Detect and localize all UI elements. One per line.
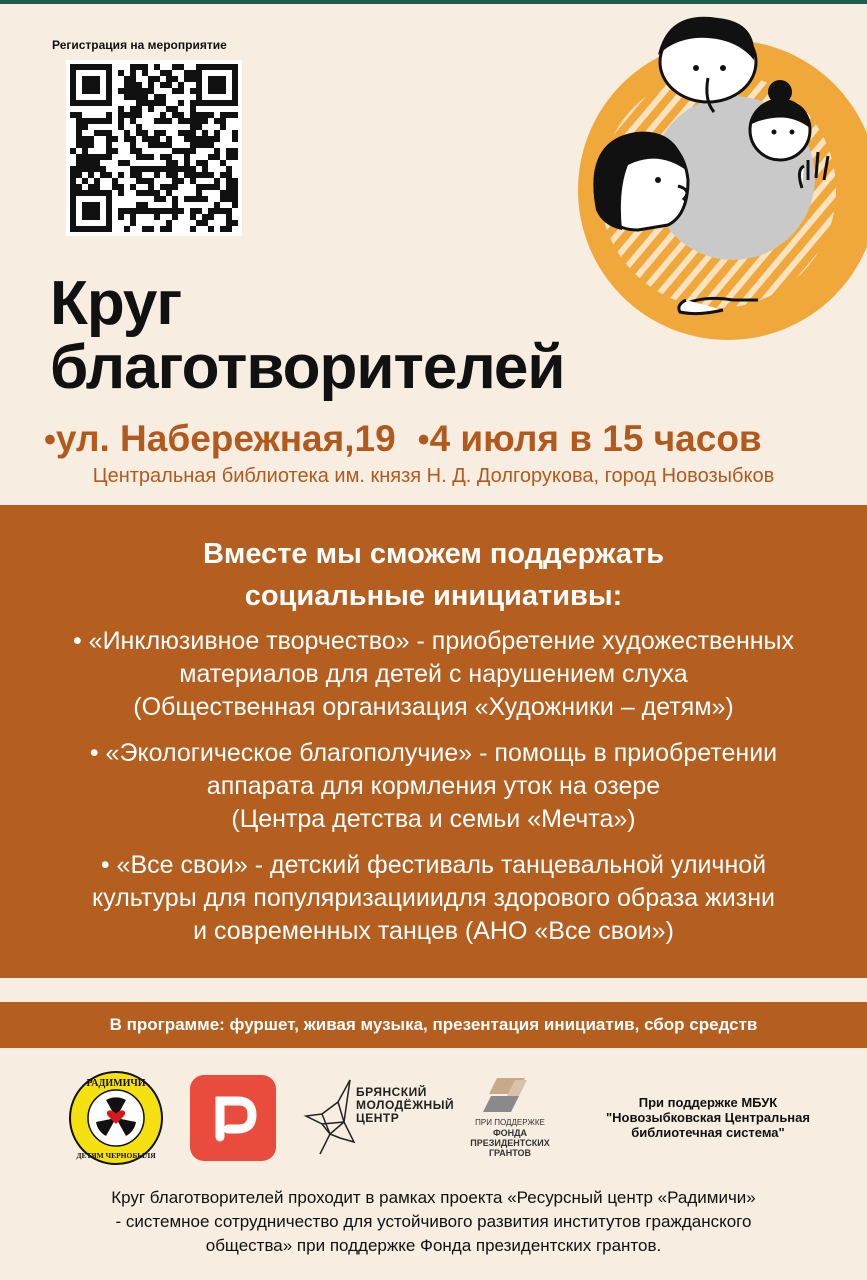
address-datetime-line xyxy=(44,418,844,460)
radimichi-logo xyxy=(68,1070,164,1166)
fpg-mark-icon xyxy=(455,1072,565,1116)
bmc-line: БРЯНСКИЙ xyxy=(356,1085,427,1099)
svg-text:ДЕТЯМ ЧЕРНОБЫЛЯ: ДЕТЯМ ЧЕРНОБЫЛЯ xyxy=(76,1151,156,1160)
registration-label: Регистрация на мероприятие xyxy=(52,38,227,52)
initiative-line: (Общественная организация «Художники – детям») xyxy=(133,693,734,721)
title-line-1: Круг xyxy=(50,269,182,338)
woman-face xyxy=(593,132,688,230)
support-line: При поддержке МБУК xyxy=(638,1095,778,1110)
initiative-item xyxy=(0,625,867,724)
event-datetime: 4 июля в 15 часов xyxy=(429,418,762,459)
support-line: "Новозыбковская Центральная xyxy=(606,1110,810,1125)
library-support-text xyxy=(578,1095,838,1140)
fpg-main-label xyxy=(455,1128,565,1158)
bullet-icon: • xyxy=(44,421,56,459)
initiative-line: материалов для детей с нарушением слуха xyxy=(179,660,688,688)
support-line: библиотечная система" xyxy=(631,1125,785,1140)
fpg-sub-label: ПРИ ПОДДЕРЖКЕ xyxy=(475,1118,545,1127)
svg-text:РАДИМИЧИ: РАДИМИЧИ xyxy=(86,1078,146,1089)
registration-qr-code[interactable] xyxy=(66,60,242,236)
initiative-line: • «Все свои» - детский фестиваль танцевальной уличной xyxy=(100,851,767,879)
bmc-text xyxy=(356,1086,454,1125)
initiative-line: (Центра детства и семьи «Мечта») xyxy=(231,805,636,833)
footer-line: общества» при поддержке Фонда президентских грантов. xyxy=(205,1236,662,1255)
presidential-grants-fund-logo xyxy=(455,1072,565,1167)
initiative-line: и современных танцев (АНО «Все свои») xyxy=(193,917,674,945)
bmc-line: ЦЕНТР xyxy=(356,1111,400,1125)
footer-line: - системное сотрудничество для устойчивого развития институтов гражданского xyxy=(115,1212,752,1231)
program-ribbon: В программе: фуршет, живая музыка, презентация инициатив, сбор средств xyxy=(0,1002,867,1048)
bmc-line: МОЛОДЁЖНЫЙ xyxy=(356,1098,455,1112)
initiative-item xyxy=(0,737,867,836)
fpg-line: ФОНДА xyxy=(492,1128,528,1138)
initiative-line: аппарата для кормления уток на озере xyxy=(206,772,661,800)
fpg-line: ПРЕЗИДЕНТСКИХ xyxy=(470,1138,550,1148)
footer-line: Круг благотворителей проходит в рамках проекта «Ресурсный центр «Радимичи» xyxy=(111,1188,756,1207)
fpg-line: ГРАНТОВ xyxy=(488,1148,532,1158)
initiative-line: культуры для популяризацииидля здорового образа жизни xyxy=(92,884,775,912)
title-line-2: благотворителей xyxy=(50,333,565,402)
bullet-icon: • xyxy=(417,421,430,459)
bird-mark-icon xyxy=(300,1072,360,1162)
footer-note xyxy=(0,1186,867,1258)
initiative-item xyxy=(0,849,867,948)
event-title xyxy=(50,269,565,402)
initiatives-panel xyxy=(0,505,867,978)
event-address: ул. Набережная,19 xyxy=(55,418,396,459)
venue-text: Центральная библиотека им. князя Н. Д. Долгорукова, город Новозыбков xyxy=(92,465,775,487)
rb-app-logo xyxy=(190,1075,276,1161)
initiatives-heading xyxy=(0,533,867,617)
heading-line-1: Вместе мы сможем поддержать xyxy=(202,538,665,570)
people-circle-illustration xyxy=(518,0,867,350)
heading-line-2: социальные инициативы: xyxy=(244,580,623,612)
initiative-line: • «Экологическое благополучие» - помощь в приобретении xyxy=(89,739,778,767)
initiative-line: • «Инклюзивное творчество» - приобретение художественных xyxy=(72,627,795,655)
bryansk-youth-center-logo xyxy=(300,1072,455,1162)
